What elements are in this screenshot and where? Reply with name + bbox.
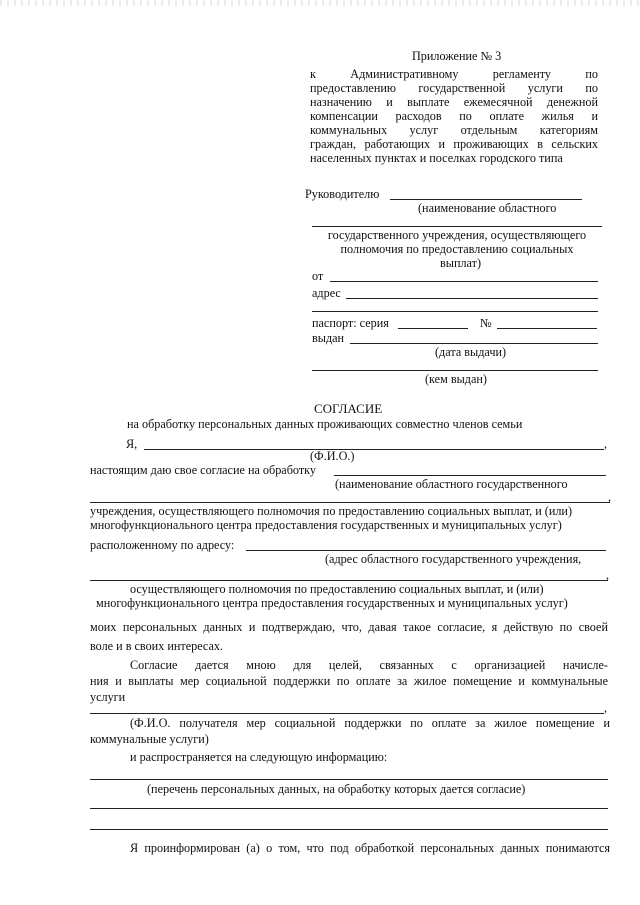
appendix-line: предоставлению государственной услуги по [310,81,598,95]
head-label: Руководителю [305,187,380,201]
i-label: Я, [126,437,138,451]
org-desc-3: выплат) [440,256,482,270]
consent-heading: СОГЛАСИЕ [314,401,383,416]
give-consent: настоящим даю свое согласие на обработку [90,463,317,477]
addr-line-1: осуществляющего полномочия по предоставлению социальных выплат, и (или) [130,582,544,596]
appendix-line: коммунальных услуг отдельным категориям [310,123,598,137]
appendix-line: назначению и выплате ежемесячной денежной [310,95,598,109]
recipient-line [90,713,604,714]
consent-subheading: на обработку персональных данных проживающих совместно членов семьи [127,417,523,431]
org-line-2: многофункционального центра предоставления государственных и муниципальных услуг) [90,518,562,532]
applies-to: и распространяется на следующую информацию: [130,750,388,764]
located-label: расположенному по адресу: [90,538,235,552]
appendix-line: к Административному регламенту по [310,67,598,81]
caption-org-name: (наименование областного государственного [335,477,568,491]
list-line-2 [90,808,608,809]
purpose-1: Согласие дается мною для целей, связанных с организацией начисле- [130,658,608,672]
my-data-2: воле и в своих интересах. [90,639,224,653]
org-line-1: учреждения, осуществляющего полномочия по предоставлению социальных выплат, и (или) [90,504,573,518]
address-line-2 [312,311,598,312]
purpose-3: услуги [90,690,126,704]
caption-list: (перечень персональных данных, на обработку которых дается согласие) [147,782,526,796]
appendix-line: граждан, работающих и проживающих в сельских [310,137,598,151]
appendix-title: Приложение № 3 [412,49,502,63]
number-label: № [480,316,492,330]
fio-comma: , [604,437,608,451]
appendix-last-line: населенных пунктах и поселках городского типа [310,151,563,165]
caption-issue-date: (дата выдачи) [435,345,507,359]
appendix-line: компенсации расходов по оплате жилья и [310,109,598,123]
purpose-2: ния и выплаты мер социальной поддержки по оплате за жилое помещение и коммунальные [90,674,608,688]
caption-fio: (Ф.И.О.) [310,449,355,463]
issued-label: выдан [312,331,345,345]
caption-issued-by: (кем выдан) [425,372,487,386]
scan-noise [0,0,640,6]
passport-number-line [497,328,597,329]
addr-line-2: многофункционального центра предоставления государственных и муниципальных услуг) [96,596,568,610]
caption-recipient-1: (Ф.И.О. получателя мер социальной поддержки по оплате за жилое помещение и [130,716,610,730]
passport-label: паспорт: серия [312,316,389,330]
address-label: адрес [312,286,341,300]
address-line [346,298,598,299]
passport-series-line [398,328,468,329]
informed-text: Я проинформирован (а) о том, что под обработкой персональных данных понимаются [130,841,610,855]
caption-recipient-2: коммунальные услуги) [90,732,209,746]
org-desc-2: полномочия по предоставлению социальных [340,242,574,256]
org-comma: , [608,490,612,504]
list-line-1 [90,779,608,780]
list-line-3 [90,829,608,830]
caption-address: (адрес областного государственного учреждения, [325,552,582,566]
from-label: от [312,269,324,283]
recipient-comma: , [604,701,608,715]
org-desc-1: государственного учреждения, осуществляющего [327,228,587,242]
caption-org: (наименование областного [418,201,557,215]
address-comma: , [606,568,610,582]
from-line [330,281,598,282]
my-data-1: моих персональных данных и подтверждаю, что, давая такое согласие, я действую по своей [90,620,608,634]
fio-line [144,449,604,450]
